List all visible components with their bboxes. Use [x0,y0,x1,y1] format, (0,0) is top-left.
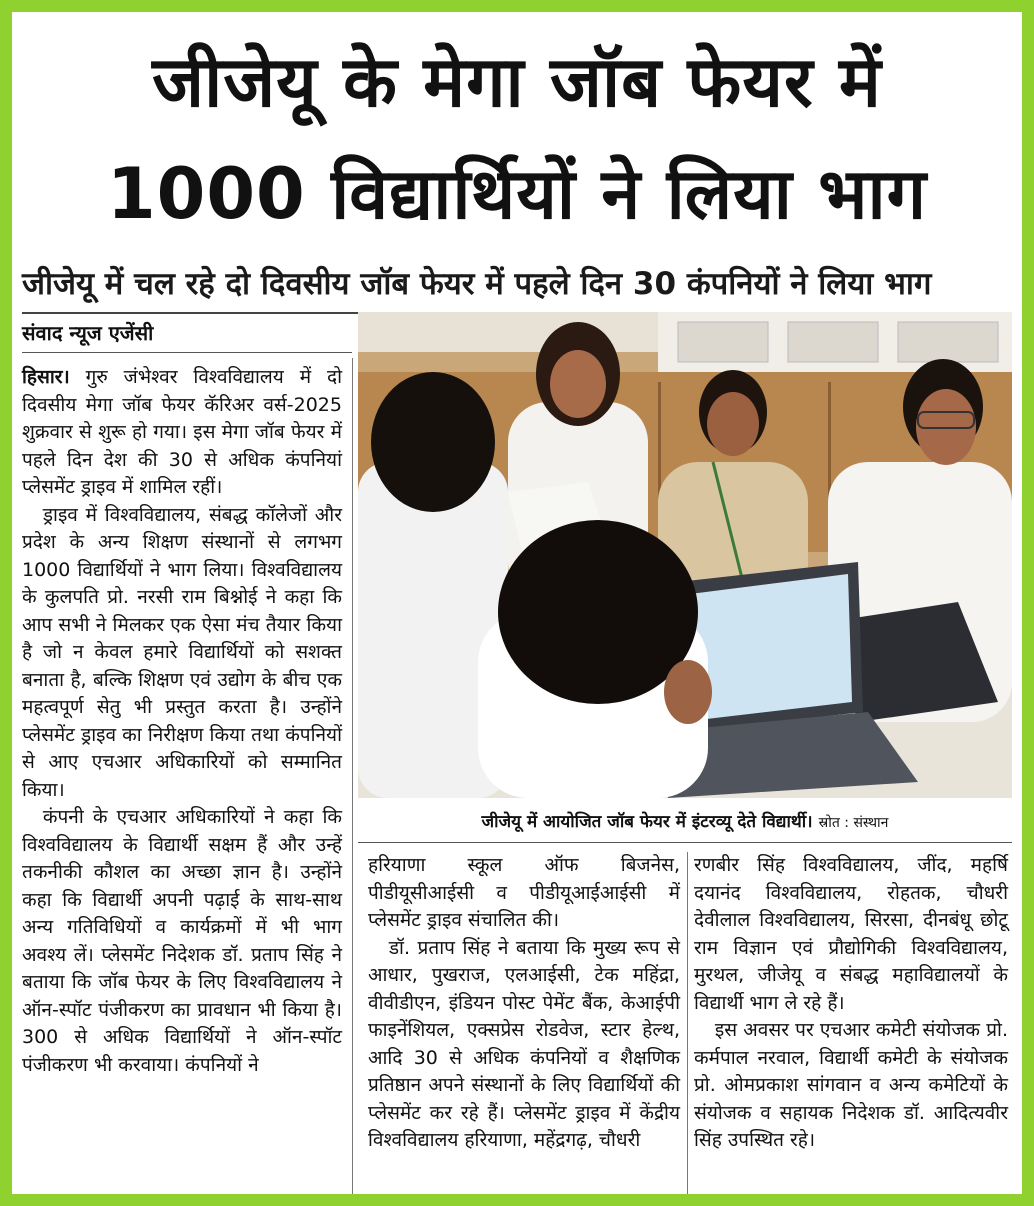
paragraph-text: गुरु जंभेश्वर विश्वविद्यालय में दो दिवसीय मेगा जॉब फेयर कॅरिअर वर्स-2025 शुक्रवार से शुरू हो गया। इस मेगा जॉब फेयर में पहले दिन देश की 30 से अधिक कंपनियां प्लेसमेंट ड्राइव में शामिल रहीं। [22,366,343,498]
headline-line-1: जीजेयू के मेगा जॉब फेयर में [152,41,882,123]
article-paragraph: हरियाणा स्कूल ऑफ बिजनेस, पीडीयूसीआईसी व पीडीयूआईआईसी में प्लेसमेंट ड्राइव संचालित की। [368,854,680,931]
news-photo [358,312,1012,798]
column-divider [687,852,688,1194]
caption-text: जीजेयू में आयोजित जॉब फेयर में इंटरव्यू देते विद्यार्थी। [481,812,813,832]
news-agency-credit: संवाद न्यूज एजेंसी [22,314,352,353]
article-paragraph: रणबीर सिंह विश्वविद्यालय, जींद, महर्षि दयानंद विश्वविद्यालय, रोहतक, चौधरी देवीलाल विश्वविद्यालय, सिरसा, दीनबंधू छोटू राम विज्ञान एवं प्रौद्योगिकी विश्वविद्यालय, मुरथल, जीजेयू व संबद्ध महाविद्यालयों के विद्यार्थी भाग ले रहे हैं। [694,854,1008,1014]
interview-scene-illustration [358,312,1012,798]
article-paragraph: ड्राइव में विश्वविद्यालय, संबद्ध कॉलेजों और प्रदेश के अन्य शिक्षण संस्थानों से लगभग 1000 विद्यार्थियों ने भाग लिया। विश्वविद्यालय के कुलपति प्रो. नरसी राम बिश्नोई ने कहा कि आप सभी ने मिलकर एक ऐसा मंच तैयार किया है जो न केवल हमारे विद्यार्थियों को सशक्त बनाता है, बल्कि शिक्षण एवं उद्योग के बीच एक महत्वपूर्ण सेतु भी प्रस्तुत करता है। उन्होंने प्लेसमेंट ड्राइव का निरीक्षण किया तथा कंपनियों से आए एचआर अधिकारियों को सम्मानित किया। [22,503,342,801]
newspaper-clipping [12,12,1022,1194]
column-divider [352,358,353,1194]
article-column-1 [22,364,342,1079]
dateline: हिसार। [22,366,70,388]
article-paragraph: डॉ. प्रताप सिंह ने बताया कि मुख्य रूप से आधार, पुखराज, एलआईसी, टेक महिंद्रा, वीवीडीएन, इंडियन पोस्ट पेमेंट बैंक, केआईपी फाइनेंशियल, एक्सप्रेस रोडवेज, स्टार हेल्थ, आदि 30 से अधिक कंपनियों व शैक्षणिक प्रतिष्ठान अपने संस्थानों के लिए विद्यार्थियों की प्लेसमेंट कर रहे हैं। प्लेसमेंट ड्राइव में केंद्रीय विश्वविद्यालय हरियाणा, महेंद्रगढ़, चौधरी [368,936,680,1151]
article-paragraph [22,364,342,502]
headline-line-2: 1000 विद्यार्थियों ने लिया भाग [106,153,928,235]
article-paragraph: इस अवसर पर एचआर कमेटी संयोजक प्रो. कर्मपाल नरवाल, विद्यार्थी कमेटी के संयोजक प्रो. ओमप्रकाश सांगवान व अन्य कमेटियों के संयोजक व सहायक निदेशक डॉ. आदित्यवीर सिंह उपस्थित रहे। [694,1019,1008,1151]
photo-caption [358,802,1012,843]
subheadline: जीजेयू में चल रहे दो दिवसीय जॉब फेयर में पहले दिन 30 कंपनियों ने लिया भाग [22,266,932,302]
article-column-2 [368,852,680,1155]
article-column-3 [694,852,1008,1155]
article-paragraph: कंपनी के एचआर अधिकारियों ने कहा कि विश्वविद्यालय के विद्यार्थी सक्षम हैं और उन्हें तकनीकी कौशल का अच्छा ज्ञान है। उन्होंने कहा कि विद्यार्थी अपनी पढ़ाई के साथ-साथ अन्य गतिविधियों व कार्यक्रमों में भी भाग अवश्य लें। प्लेसमेंट निदेशक डॉ. प्रताप सिंह ने बताया कि जॉब फेयर के लिए विश्वविद्यालय ने ऑन-स्पॉट पंजीकरण का प्रावधान भी किया है। 300 से अधिक विद्यार्थियों ने ऑन-स्पॉट पंजीकरण भी करवाया। कंपनियों ने [22,806,342,1076]
photo-source: स्रोत : संस्थान [818,815,889,831]
